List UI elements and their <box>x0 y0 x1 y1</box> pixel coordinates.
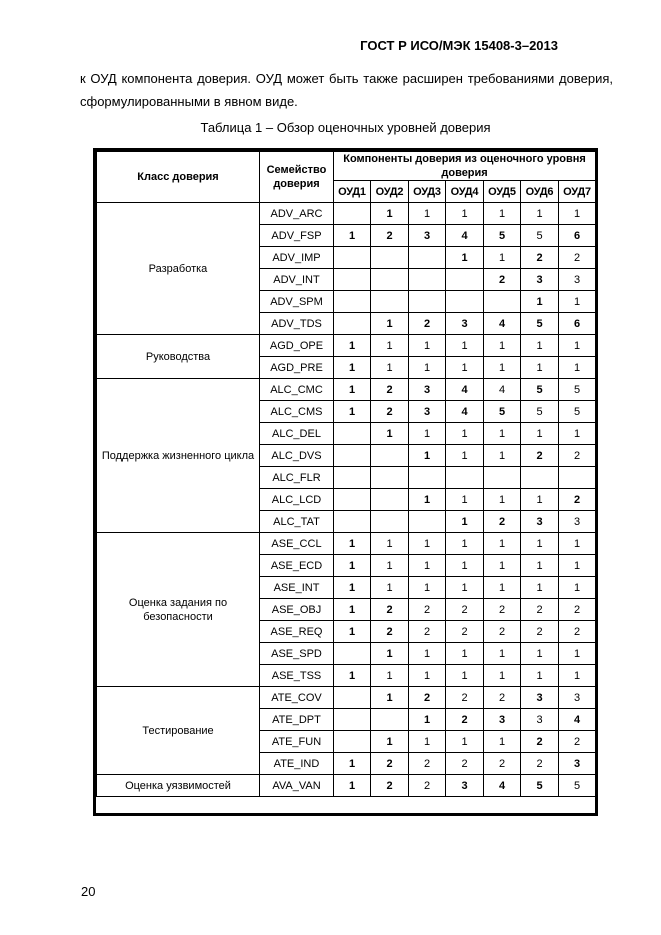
component-level-cell: 2 <box>446 599 484 621</box>
assurance-family-cell: ASE_OBJ <box>260 599 334 621</box>
component-level-cell: 1 <box>559 291 596 313</box>
assurance-class-cell: Разработка <box>97 203 260 335</box>
component-level-cell: 1 <box>446 203 484 225</box>
component-level-cell: 1 <box>446 445 484 467</box>
component-level-cell <box>371 511 409 533</box>
component-level-cell: 1 <box>521 203 559 225</box>
component-level-cell: 1 <box>334 357 371 379</box>
component-level-cell: 1 <box>334 599 371 621</box>
level-header-7: ОУД7 <box>559 181 596 203</box>
assurance-family-cell: AGD_PRE <box>260 357 334 379</box>
component-level-cell <box>371 445 409 467</box>
component-level-cell: 2 <box>559 731 596 753</box>
component-level-cell: 2 <box>409 687 446 709</box>
component-level-cell <box>484 467 521 489</box>
component-level-cell: 1 <box>409 489 446 511</box>
component-level-cell: 3 <box>559 511 596 533</box>
component-level-cell: 1 <box>409 533 446 555</box>
component-level-cell: 1 <box>334 775 371 797</box>
level-header-1: ОУД1 <box>334 181 371 203</box>
component-level-cell <box>446 291 484 313</box>
level-header-5: ОУД5 <box>484 181 521 203</box>
component-level-cell: 1 <box>484 555 521 577</box>
component-level-cell: 2 <box>521 247 559 269</box>
component-level-cell: 2 <box>559 621 596 643</box>
component-level-cell <box>334 247 371 269</box>
component-level-cell <box>409 467 446 489</box>
component-level-cell: 1 <box>521 335 559 357</box>
assurance-class-cell: Тестирование <box>97 687 260 775</box>
assurance-family-cell: ATE_FUN <box>260 731 334 753</box>
col-header-class: Класс доверия <box>97 152 260 203</box>
component-level-cell: 3 <box>409 379 446 401</box>
component-level-cell: 1 <box>484 423 521 445</box>
assurance-family-cell: ALC_CMC <box>260 379 334 401</box>
table-caption: Таблица 1 – Обзор оценочных уровней доверия <box>200 120 491 135</box>
component-level-cell: 3 <box>484 709 521 731</box>
component-level-cell: 1 <box>371 423 409 445</box>
component-level-cell: 2 <box>409 775 446 797</box>
component-level-cell: 1 <box>409 445 446 467</box>
component-level-cell <box>371 489 409 511</box>
component-level-cell: 2 <box>446 621 484 643</box>
assurance-family-cell: ALC_FLR <box>260 467 334 489</box>
assurance-family-cell: ASE_SPD <box>260 643 334 665</box>
assurance-levels-table <box>93 148 598 816</box>
assurance-family-cell: ADV_FSP <box>260 225 334 247</box>
component-level-cell: 1 <box>559 357 596 379</box>
assurance-class-cell: Оценка задания по безопасности <box>97 533 260 687</box>
component-level-cell: 1 <box>559 203 596 225</box>
assurance-family-cell: ADV_SPM <box>260 291 334 313</box>
document-standard-header: ГОСТ Р ИСО/МЭК 15408-3–2013 <box>360 38 558 53</box>
component-level-cell: 1 <box>521 489 559 511</box>
component-level-cell: 1 <box>334 379 371 401</box>
component-level-cell <box>559 467 596 489</box>
component-level-cell: 1 <box>371 335 409 357</box>
component-level-cell <box>334 709 371 731</box>
component-level-cell <box>371 291 409 313</box>
component-level-cell: 2 <box>446 687 484 709</box>
assurance-class-cell: Оценка уязвимостей <box>97 775 260 797</box>
component-level-cell: 1 <box>484 731 521 753</box>
component-level-cell <box>371 709 409 731</box>
component-level-cell: 1 <box>484 665 521 687</box>
component-level-cell: 1 <box>409 555 446 577</box>
component-level-cell: 1 <box>371 555 409 577</box>
component-level-cell: 2 <box>484 599 521 621</box>
component-level-cell: 2 <box>484 511 521 533</box>
component-level-cell: 2 <box>559 489 596 511</box>
component-level-cell: 1 <box>446 577 484 599</box>
component-level-cell: 5 <box>521 775 559 797</box>
assurance-family-cell: ALC_CMS <box>260 401 334 423</box>
assurance-class-cell: Поддержка жизненного цикла <box>97 379 260 533</box>
assurance-family-cell: ATE_IND <box>260 753 334 775</box>
col-header-family: Семейство доверия <box>260 152 334 203</box>
component-level-cell: 5 <box>484 401 521 423</box>
component-level-cell <box>334 291 371 313</box>
component-level-cell: 1 <box>409 731 446 753</box>
component-level-cell: 4 <box>446 379 484 401</box>
component-level-cell: 1 <box>409 423 446 445</box>
component-level-cell: 4 <box>559 709 596 731</box>
col-header-components: Компоненты доверия из оценочного уровня доверия <box>334 152 596 181</box>
component-level-cell: 2 <box>521 753 559 775</box>
component-level-cell <box>446 467 484 489</box>
component-level-cell: 2 <box>409 753 446 775</box>
component-level-cell: 4 <box>484 775 521 797</box>
assurance-class-cell: Руководства <box>97 335 260 379</box>
assurance-family-cell: AGD_OPE <box>260 335 334 357</box>
component-level-cell: 5 <box>521 225 559 247</box>
component-level-cell: 1 <box>446 511 484 533</box>
component-level-cell: 1 <box>484 533 521 555</box>
component-level-cell: 1 <box>521 533 559 555</box>
component-level-cell: 3 <box>521 709 559 731</box>
component-level-cell: 4 <box>446 401 484 423</box>
component-level-cell <box>334 643 371 665</box>
assurance-grid <box>96 151 596 797</box>
component-level-cell: 4 <box>484 379 521 401</box>
component-level-cell: 2 <box>484 269 521 291</box>
component-level-cell: 1 <box>409 665 446 687</box>
component-level-cell: 1 <box>334 577 371 599</box>
component-level-cell: 2 <box>409 621 446 643</box>
component-level-cell: 1 <box>334 621 371 643</box>
component-level-cell: 1 <box>521 291 559 313</box>
component-level-cell <box>334 731 371 753</box>
component-level-cell: 1 <box>371 203 409 225</box>
component-level-cell: 1 <box>371 731 409 753</box>
component-level-cell: 2 <box>446 753 484 775</box>
component-level-cell: 1 <box>409 577 446 599</box>
component-level-cell: 1 <box>521 577 559 599</box>
component-level-cell: 1 <box>446 489 484 511</box>
component-level-cell: 1 <box>409 357 446 379</box>
component-level-cell: 3 <box>559 269 596 291</box>
component-level-cell: 3 <box>446 775 484 797</box>
component-level-cell: 5 <box>521 313 559 335</box>
assurance-family-cell: ALC_DEL <box>260 423 334 445</box>
table-row <box>97 203 596 225</box>
component-level-cell <box>409 247 446 269</box>
component-level-cell: 1 <box>521 665 559 687</box>
component-level-cell: 1 <box>559 577 596 599</box>
component-level-cell: 5 <box>521 379 559 401</box>
component-level-cell: 2 <box>559 247 596 269</box>
component-level-cell: 1 <box>484 357 521 379</box>
component-level-cell: 5 <box>559 379 596 401</box>
assurance-family-cell: ASE_INT <box>260 577 334 599</box>
component-level-cell: 1 <box>371 533 409 555</box>
component-level-cell: 1 <box>484 247 521 269</box>
component-level-cell: 2 <box>446 709 484 731</box>
assurance-family-cell: ADV_IMP <box>260 247 334 269</box>
component-level-cell <box>484 291 521 313</box>
component-level-cell: 1 <box>559 533 596 555</box>
component-level-cell: 3 <box>559 687 596 709</box>
component-level-cell: 2 <box>371 753 409 775</box>
assurance-family-cell: ADV_ARC <box>260 203 334 225</box>
component-level-cell: 2 <box>409 313 446 335</box>
component-level-cell: 4 <box>484 313 521 335</box>
component-level-cell: 2 <box>371 379 409 401</box>
component-level-cell: 1 <box>484 335 521 357</box>
component-level-cell <box>371 467 409 489</box>
component-level-cell <box>521 467 559 489</box>
component-level-cell: 1 <box>334 555 371 577</box>
assurance-family-cell: ALC_DVS <box>260 445 334 467</box>
component-level-cell: 1 <box>484 577 521 599</box>
component-level-cell: 1 <box>371 643 409 665</box>
component-level-cell: 3 <box>521 687 559 709</box>
assurance-family-cell: ADV_TDS <box>260 313 334 335</box>
component-level-cell: 2 <box>521 621 559 643</box>
component-level-cell: 5 <box>484 225 521 247</box>
component-level-cell: 2 <box>371 775 409 797</box>
assurance-family-cell: AVA_VAN <box>260 775 334 797</box>
component-level-cell: 1 <box>484 445 521 467</box>
component-level-cell: 2 <box>484 687 521 709</box>
component-level-cell: 3 <box>521 269 559 291</box>
component-level-cell: 6 <box>559 225 596 247</box>
component-level-cell: 1 <box>559 643 596 665</box>
component-level-cell: 3 <box>409 401 446 423</box>
component-level-cell: 1 <box>521 423 559 445</box>
component-level-cell: 3 <box>409 225 446 247</box>
component-level-cell <box>446 269 484 291</box>
assurance-family-cell: ASE_REQ <box>260 621 334 643</box>
component-level-cell <box>334 445 371 467</box>
component-level-cell: 1 <box>446 357 484 379</box>
assurance-family-cell: ATE_DPT <box>260 709 334 731</box>
component-level-cell: 1 <box>559 555 596 577</box>
component-level-cell: 2 <box>371 401 409 423</box>
component-level-cell <box>334 313 371 335</box>
component-level-cell <box>371 269 409 291</box>
level-header-6: ОУД6 <box>521 181 559 203</box>
level-header-4: ОУД4 <box>446 181 484 203</box>
table-row <box>97 687 596 709</box>
assurance-family-cell: ALC_LCD <box>260 489 334 511</box>
component-level-cell: 1 <box>446 423 484 445</box>
component-level-cell: 2 <box>559 599 596 621</box>
assurance-family-cell: ASE_ECD <box>260 555 334 577</box>
assurance-family-cell: ASE_TSS <box>260 665 334 687</box>
component-level-cell: 1 <box>446 555 484 577</box>
component-level-cell: 1 <box>371 313 409 335</box>
component-level-cell <box>409 269 446 291</box>
component-level-cell <box>334 687 371 709</box>
page-number: 20 <box>81 884 96 899</box>
component-level-cell: 1 <box>484 489 521 511</box>
component-level-cell: 1 <box>371 687 409 709</box>
component-level-cell <box>334 467 371 489</box>
component-level-cell: 1 <box>334 753 371 775</box>
component-level-cell: 1 <box>334 225 371 247</box>
component-level-cell: 1 <box>559 335 596 357</box>
component-level-cell: 3 <box>446 313 484 335</box>
component-level-cell: 5 <box>559 775 596 797</box>
component-level-cell <box>334 489 371 511</box>
level-header-3: ОУД3 <box>409 181 446 203</box>
component-level-cell: 2 <box>371 225 409 247</box>
component-level-cell: 1 <box>484 643 521 665</box>
component-level-cell: 1 <box>334 401 371 423</box>
component-level-cell: 5 <box>559 401 596 423</box>
component-level-cell: 1 <box>446 643 484 665</box>
component-level-cell: 1 <box>409 203 446 225</box>
table-row <box>97 335 596 357</box>
component-level-cell: 2 <box>371 621 409 643</box>
assurance-family-cell: ALC_TAT <box>260 511 334 533</box>
component-level-cell <box>334 423 371 445</box>
component-level-cell: 2 <box>409 599 446 621</box>
level-header-2: ОУД2 <box>371 181 409 203</box>
component-level-cell: 1 <box>334 533 371 555</box>
table-row <box>97 775 596 797</box>
component-level-cell <box>409 511 446 533</box>
component-level-cell: 1 <box>334 665 371 687</box>
component-level-cell: 1 <box>371 577 409 599</box>
assurance-family-cell: ADV_INT <box>260 269 334 291</box>
component-level-cell: 1 <box>559 665 596 687</box>
component-level-cell: 1 <box>371 665 409 687</box>
component-level-cell: 3 <box>521 511 559 533</box>
component-level-cell: 1 <box>559 423 596 445</box>
component-level-cell: 1 <box>409 335 446 357</box>
assurance-family-cell: ASE_CCL <box>260 533 334 555</box>
assurance-family-cell: ATE_COV <box>260 687 334 709</box>
component-level-cell: 2 <box>521 599 559 621</box>
component-level-cell: 1 <box>446 247 484 269</box>
component-level-cell: 2 <box>371 599 409 621</box>
component-level-cell: 1 <box>446 665 484 687</box>
component-level-cell: 2 <box>484 753 521 775</box>
component-level-cell <box>334 203 371 225</box>
component-level-cell: 5 <box>521 401 559 423</box>
component-level-cell: 1 <box>409 709 446 731</box>
component-level-cell: 2 <box>484 621 521 643</box>
component-level-cell: 1 <box>484 203 521 225</box>
component-level-cell: 4 <box>446 225 484 247</box>
component-level-cell: 2 <box>521 445 559 467</box>
table-row <box>97 533 596 555</box>
component-level-cell <box>334 511 371 533</box>
component-level-cell: 2 <box>559 445 596 467</box>
component-level-cell: 1 <box>371 357 409 379</box>
component-level-cell: 1 <box>446 731 484 753</box>
component-level-cell: 1 <box>334 335 371 357</box>
component-level-cell: 6 <box>559 313 596 335</box>
component-level-cell <box>334 269 371 291</box>
component-level-cell: 1 <box>446 335 484 357</box>
component-level-cell <box>409 291 446 313</box>
table-row <box>97 379 596 401</box>
component-level-cell: 1 <box>446 533 484 555</box>
component-level-cell: 2 <box>521 731 559 753</box>
component-level-cell: 1 <box>521 555 559 577</box>
body-paragraph: к ОУД компонента доверия. ОУД может быть также расширен требованиями доверия, сформулированными в явном виде. <box>80 71 613 109</box>
component-level-cell: 1 <box>409 643 446 665</box>
component-level-cell: 3 <box>559 753 596 775</box>
component-level-cell <box>371 247 409 269</box>
component-level-cell: 1 <box>521 357 559 379</box>
component-level-cell: 1 <box>521 643 559 665</box>
